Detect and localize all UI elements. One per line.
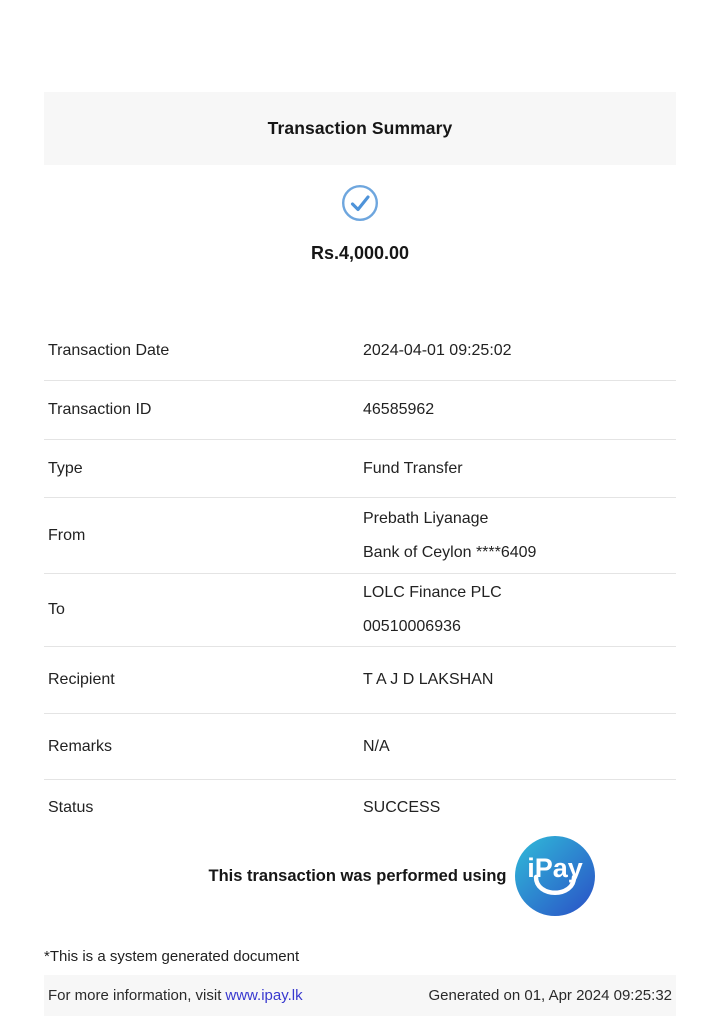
detail-value: Fund Transfer: [363, 459, 463, 477]
transaction-details-table: [44, 322, 676, 836]
detail-value: LOLC Finance PLC: [363, 584, 502, 601]
transaction-amount: Rs.4,000.00: [310, 243, 410, 263]
table-row: [44, 381, 676, 440]
ipay-website-link[interactable]: www.ipay.lk: [225, 987, 303, 1004]
footer-info: [48, 987, 303, 1004]
detail-label: Recipient: [48, 671, 115, 688]
detail-value: Bank of Ceylon ****6409: [363, 543, 537, 561]
page-title: Transaction Summary: [267, 118, 453, 138]
performed-using-text: This transaction was performed using: [208, 866, 507, 885]
footer-info-text: For more information, visit: [48, 987, 222, 1004]
detail-value: Prebath Liyanage: [363, 509, 489, 527]
detail-value: 00510006936: [363, 618, 461, 635]
generated-timestamp: Generated on 01, Apr 2024 09:25:32: [428, 987, 672, 1004]
detail-label: Status: [48, 799, 94, 816]
system-generated-note: *This is a system generated document: [44, 948, 300, 965]
table-row: [44, 647, 676, 714]
detail-label: To: [48, 601, 65, 618]
svg-text:iPay: iPay: [527, 853, 584, 883]
table-row: [44, 574, 676, 647]
table-row: [44, 780, 676, 836]
table-row: [44, 714, 676, 780]
ipay-logo-icon: [515, 836, 595, 916]
detail-label: Remarks: [48, 737, 113, 755]
detail-label: Transaction Date: [48, 342, 170, 359]
table-row: [44, 322, 676, 381]
table-row: [44, 440, 676, 498]
status-value: SUCCESS: [363, 799, 441, 816]
header-bar: [44, 92, 676, 165]
footer-bar: [44, 975, 676, 1016]
detail-label: Type: [48, 459, 83, 477]
detail-value: N/A: [363, 737, 390, 755]
performed-using-row: [84, 836, 720, 916]
success-check-icon: [341, 184, 379, 222]
detail-label: From: [48, 526, 86, 544]
detail-value: T A J D LAKSHAN: [363, 671, 494, 688]
detail-value: 2024-04-01 09:25:02: [363, 342, 512, 359]
detail-value: 46585962: [363, 401, 435, 418]
table-row: [44, 498, 676, 574]
status-icon-row: [0, 184, 720, 222]
detail-label: Transaction ID: [48, 401, 152, 418]
